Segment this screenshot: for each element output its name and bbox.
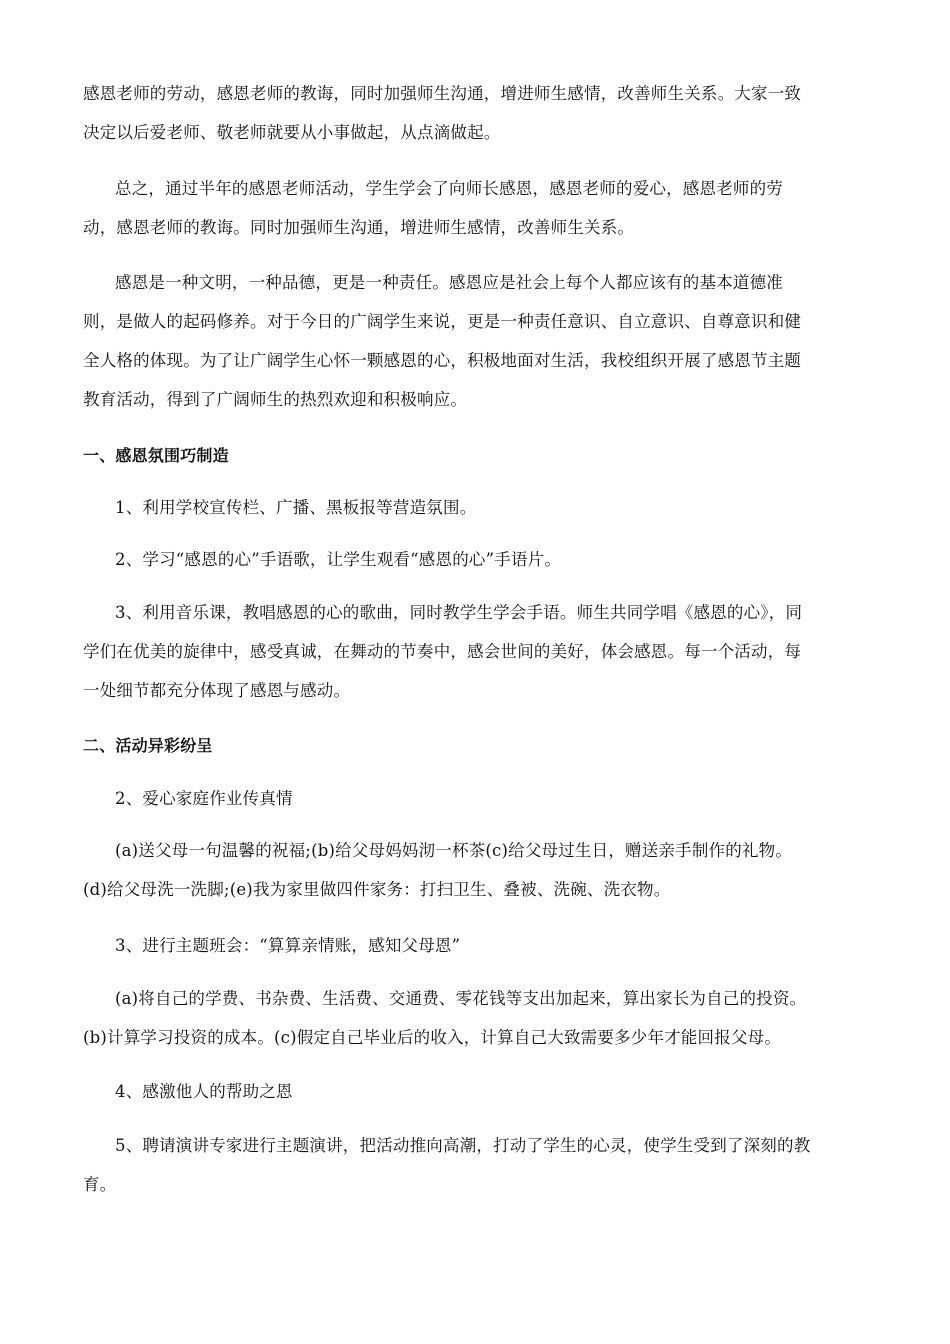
list-item: 2、学习“感恩的心”手语歌，让学生观看“感恩的心”手语片。 <box>115 550 562 569</box>
paragraph-line: 则，是做人的起码修养。对于今日的广阔学生来说，更是一种责任意识、自立意识、自尊意识和健 <box>83 312 802 331</box>
paragraph-line: (b)计算学习投资的成本。(c)假定自己毕业后的收入，计算自己大致需要多少年才能回报父母。 <box>83 1028 782 1047</box>
list-item: 1、利用学校宣传栏、广播、黑板报等营造氛围。 <box>115 498 477 517</box>
paragraph-line: 总之，通过半年的感恩老师活动，学生学会了向师长感恩，感恩老师的爱心，感恩老师的劳 <box>115 179 783 198</box>
paragraph-line: 学们在优美的旋律中，感受真诚，在舞动的节奏中，感会世间的美好，体会感恩。每一个活动，每 <box>83 642 802 661</box>
paragraph-line: 教育活动，得到了广阔师生的热烈欢迎和积极响应。 <box>83 390 468 409</box>
list-item: 5、聘请演讲专家进行主题演讲，把活动推向高潮，打动了学生的心灵，使学生受到了深刻的教 <box>115 1136 811 1155</box>
paragraph-line: 感恩是一种文明，一种品德，更是一种责任。感恩应是社会上每个人都应该有的基本道德准 <box>115 273 783 292</box>
paragraph-line: (d)给父母洗一洗脚;(e)我为家里做四件家务：打扫卫生、叠被、洗碗、洗衣物。 <box>83 880 671 899</box>
section-heading: 一、感恩氛围巧制造 <box>83 446 229 465</box>
section-heading: 二、活动异彩纷呈 <box>83 736 213 755</box>
paragraph-line: 动，感恩老师的教诲。同时加强师生沟通，增进师生感情，改善师生关系。 <box>83 218 635 237</box>
paragraph-line: 决定以后爱老师、敬老师就要从小事做起，从点滴做起。 <box>83 123 501 142</box>
list-item: 3、进行主题班会：“算算亲情账，感知父母恩” <box>115 936 461 955</box>
paragraph-line: 育。 <box>83 1175 117 1194</box>
list-item: 3、利用音乐课，教唱感恩的心的歌曲，同时教学生学会手语。师生共同学唱《感恩的心》，同 <box>115 603 803 622</box>
paragraph-line: (a)送父母一句温馨的祝福;(b)给父母妈妈沏一杯茶(c)给父母过生日，赠送亲手制作的礼物。 <box>115 841 793 860</box>
paragraph-line: 一处细节都充分体现了感恩与感动。 <box>83 681 351 700</box>
list-item: 2、爱心家庭作业传真情 <box>115 789 293 808</box>
paragraph-line: 全人格的体现。为了让广阔学生心怀一颗感恩的心，积极地面对生活，我校组织开展了感恩节主题 <box>83 351 802 370</box>
paragraph-line: 感恩老师的劳动，感恩老师的教诲，同时加强师生沟通，增进师生感情，改善师生关系。大家一致 <box>83 84 802 103</box>
paragraph-line: (a)将自己的学费、书杂费、生活费、交通费、零花钱等支出加起来，算出家长为自己的投资。 <box>115 989 807 1008</box>
list-item: 4、感激他人的帮助之恩 <box>115 1082 293 1101</box>
